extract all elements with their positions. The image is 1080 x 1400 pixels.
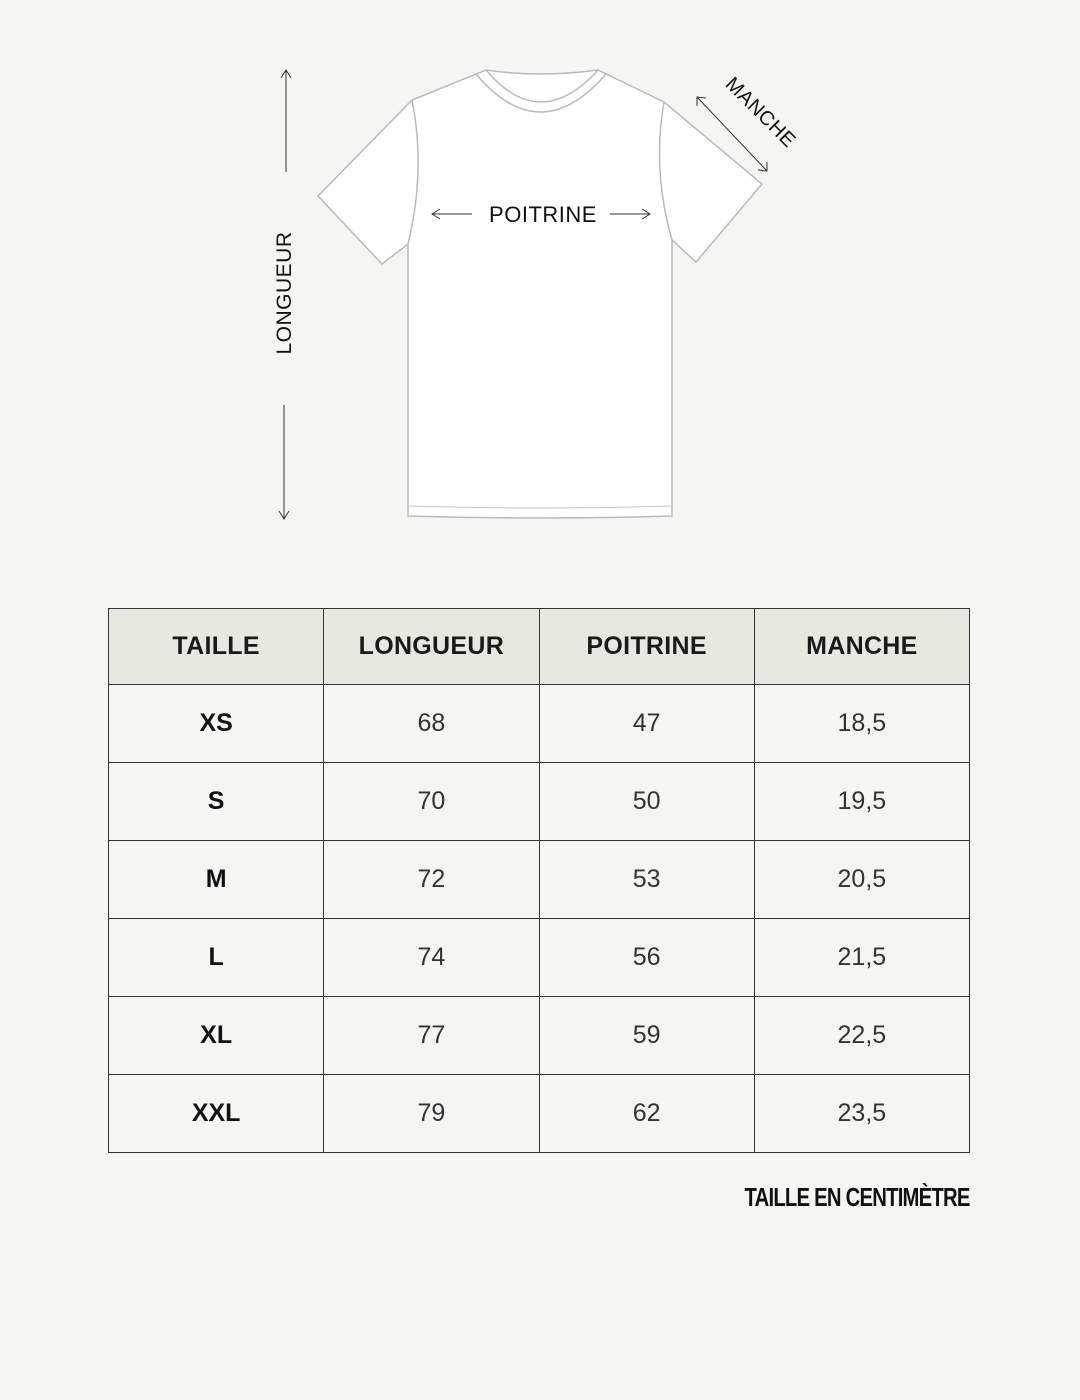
cell-sleeve: 23,5 xyxy=(754,1075,969,1153)
cell-size: XS xyxy=(109,685,324,763)
table-row xyxy=(109,1075,970,1153)
col-header-length: LONGUEUR xyxy=(324,609,539,685)
col-header-sleeve: MANCHE xyxy=(754,609,969,685)
cell-size: M xyxy=(109,841,324,919)
cell-sleeve: 22,5 xyxy=(754,997,969,1075)
table-row xyxy=(109,919,970,997)
cell-length: 72 xyxy=(324,841,539,919)
sleeve-label: MANCHE xyxy=(720,73,800,153)
size-diagram xyxy=(0,0,1080,560)
cell-length: 79 xyxy=(324,1075,539,1153)
cell-sleeve: 19,5 xyxy=(754,763,969,841)
cell-size: L xyxy=(109,919,324,997)
cell-chest: 59 xyxy=(539,997,754,1075)
cell-chest: 53 xyxy=(539,841,754,919)
cell-length: 68 xyxy=(324,685,539,763)
cell-length: 70 xyxy=(324,763,539,841)
cell-size: S xyxy=(109,763,324,841)
unit-note: TAILLE EN CENTIMÈTRE xyxy=(744,1182,970,1212)
cell-size: XXL xyxy=(109,1075,324,1153)
cell-chest: 56 xyxy=(539,919,754,997)
tshirt-icon xyxy=(0,0,1080,560)
table-header-row xyxy=(109,609,970,685)
cell-chest: 50 xyxy=(539,763,754,841)
table-row xyxy=(109,997,970,1075)
cell-length: 77 xyxy=(324,997,539,1075)
cell-sleeve: 20,5 xyxy=(754,841,969,919)
table-row xyxy=(109,685,970,763)
table-row xyxy=(109,763,970,841)
size-table xyxy=(108,608,970,1153)
length-label: LONGUEUR xyxy=(273,231,296,355)
table-row xyxy=(109,841,970,919)
cell-length: 74 xyxy=(324,919,539,997)
chest-label: POITRINE xyxy=(489,202,597,227)
cell-chest: 62 xyxy=(539,1075,754,1153)
cell-size: XL xyxy=(109,997,324,1075)
col-header-chest: POITRINE xyxy=(539,609,754,685)
cell-sleeve: 21,5 xyxy=(754,919,969,997)
cell-chest: 47 xyxy=(539,685,754,763)
cell-sleeve: 18,5 xyxy=(754,685,969,763)
col-header-size: TAILLE xyxy=(109,609,324,685)
